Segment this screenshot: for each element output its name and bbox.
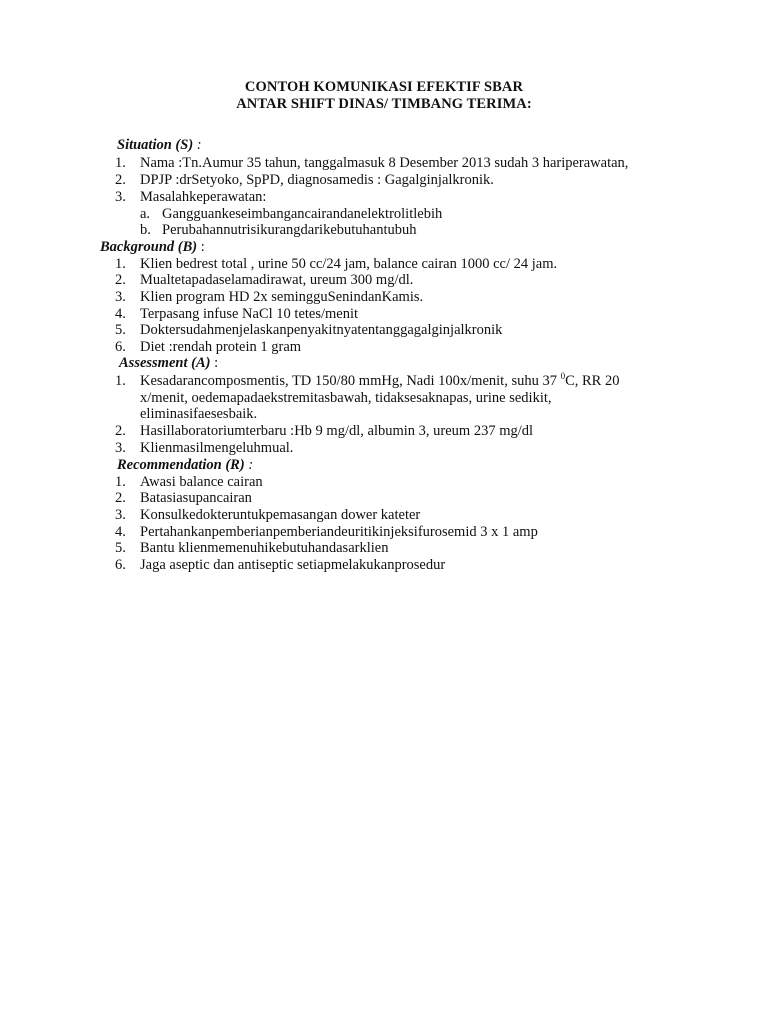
assessment-heading: Assessment (A) : bbox=[119, 355, 219, 371]
background-heading: Background (B) : bbox=[100, 239, 205, 255]
recommendation-heading: Recommendation (R) : bbox=[117, 457, 254, 473]
situation-heading: Situation (S) : bbox=[117, 137, 202, 153]
document-page: CONTOH KOMUNIKASI EFEKTIF SBAR ANTAR SHIFT DINAS/ TIMBANG TERIMA: Situation (S) : 1. Nama :Tn.Aumur 35 tahun, tanggalmasuk 8 Desember 2013 sudah 3 hariperawatan, 2. DPJP :drSetyoko, SpPD, diagnosamedis : Gagalginjalkronik. 3. Masalahkeperawatan: a. Gangguankeseimbangancairandanelektrolitlebih b. Perubahannutrisikurangdarikebutuhantubuh Background (B) : 1. Klien bedrest total , urine 50 cc/24 jam, balance cairan 1000 cc/ 24 jam. 2. Mualtetapadaselamadirawat, ureum 300 mg/dl. 3. Klien program HD 2x semingguSenindanKamis. 4. Terpasang infuse NaCl 10 tetes/menit 5. Doktersudahmenjelaskanpenyakitnyatentanggagalginjalkronik 6. Diet :rendah protein 1 gram Assessment (A) : 1. Kesadarancomposmentis, TD 150/80 mmHg, Nadi 100x/menit, suhu 37 $^0$C, RR 20 x/menit, oedemapadaekstremitasbawah, tidaksesaknapas, urine sedikit, eliminasifaesesbaik. 2. Hasillaboratoriumterbaru :Hb 9 mg/dl, albumin 3, ureum 237 mg/dl 3. Klienmasilmengeluhmual. Recommendation (R) : 1. Awasi balance cairan 2. Batasiasupancairan 3. Konsulkedokteruntukpemasangan dower kateter 4. Pertahankanpemberianpemberiandeuritikinjeksifurosemid 3 x 1 amp 5. Bantu klienmemenuhikebutuhandasarklien 6. Jaga aseptic dan antiseptic setiapmelakukanprosedur bbox=[0, 0, 768, 1024]
document-title: CONTOH KOMUNIKASI EFEKTIF SBAR bbox=[244, 79, 524, 95]
document-subtitle: ANTAR SHIFT DINAS/ TIMBANG TERIMA: bbox=[236, 96, 532, 112]
